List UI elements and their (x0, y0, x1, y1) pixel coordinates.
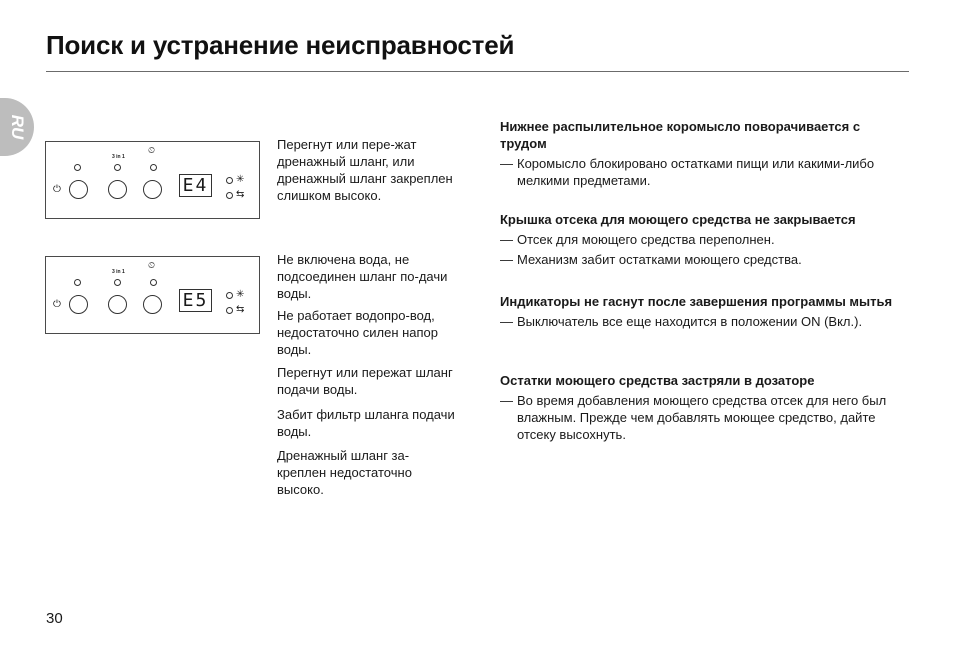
page-number: 30 (46, 610, 63, 627)
3in1-button[interactable] (108, 295, 127, 314)
power-icon: ⏻ (53, 299, 61, 310)
timer-icon: ⏲ (148, 260, 156, 270)
cause-text-e5-1: Не включена вода, не подсоединен шланг по-дачи воды. (277, 252, 448, 301)
faq-solution: Отсек для моющего средства переполнен. (517, 232, 775, 247)
salt-icon: ⇆ (236, 304, 245, 315)
rinse-aid-icon: ✳ (236, 174, 245, 185)
indicator-led (226, 307, 233, 314)
indicator-led (226, 292, 233, 299)
delay-button[interactable] (143, 180, 162, 199)
cause-text-e5-2: Не работает водопро-вод, недостаточно силен напор воды. (277, 308, 439, 357)
faq-problem: Индикаторы не гаснут после завершения программы мытья (500, 294, 893, 309)
cause-text-e5-3: Перегнут или пережат шланг подачи воды. (277, 365, 453, 397)
rinse-aid-icon: ✳ (236, 289, 245, 300)
label-3in1: 3 in 1 (112, 269, 125, 275)
language-tab-label: RU (8, 114, 27, 140)
faq-solution: Коромысло блокировано остатками пищи или какими-либо мелкими предметами. (517, 156, 875, 188)
power-icon: ⏻ (53, 184, 61, 195)
dash: — (500, 252, 513, 267)
indicator-led (74, 279, 81, 286)
page-title: Поиск и устранение неисправностей (46, 30, 515, 60)
cause-text-e5-5: Дренажный шланг за-креплен недостаточно высоко. (277, 448, 412, 497)
faq-item (500, 293, 909, 330)
control-panel-e4 (45, 141, 260, 219)
error-display (179, 289, 212, 312)
language-tab (0, 98, 34, 156)
error-display (179, 174, 212, 197)
dash: — (500, 393, 513, 408)
faq-problem: Остатки моющего средства застряли в дозаторе (500, 373, 815, 388)
faq-item (500, 118, 909, 189)
3in1-button[interactable] (108, 180, 127, 199)
faq-item (500, 211, 909, 268)
faq-solution: Во время добавления моющего средства отсек для него был влажным. Прежде чем добавлять моющее средство, дайте отсеку высохнуть. (517, 393, 887, 442)
label-3in1: 3 in 1 (112, 154, 125, 160)
control-panel-e5 (45, 256, 260, 334)
power-button[interactable] (69, 180, 88, 199)
delay-button[interactable] (143, 295, 162, 314)
faq-problem: Крышка отсека для моющего средства не закрывается (500, 212, 856, 227)
salt-icon: ⇆ (236, 189, 245, 200)
indicator-led (114, 279, 121, 286)
faq-problem: Нижнее распылительное коромысло поворачивается с трудом (500, 119, 861, 151)
power-button[interactable] (69, 295, 88, 314)
faq-item (500, 372, 909, 443)
faq-solution: Механизм забит остатками моющего средства. (517, 252, 802, 267)
indicator-led (226, 177, 233, 184)
dash: — (500, 156, 513, 171)
cause-text-e4: Перегнут или пере-жат дренажный шланг, или дренажный шланг закреплен слишком высоко. (277, 137, 453, 203)
error-code: E4 (182, 175, 209, 196)
title-divider (46, 71, 909, 72)
indicator-led (150, 279, 157, 286)
dash: — (500, 314, 513, 329)
indicator-led (114, 164, 121, 171)
indicator-led (150, 164, 157, 171)
faq-solution: Выключатель все еще находится в положении ON (Вкл.). (517, 314, 863, 329)
cause-text-e5-4: Забит фильтр шланга подачи воды. (277, 407, 455, 439)
timer-icon: ⏲ (148, 145, 156, 155)
dash: — (500, 232, 513, 247)
indicator-led (74, 164, 81, 171)
indicator-led (226, 192, 233, 199)
error-code: E5 (182, 290, 209, 311)
